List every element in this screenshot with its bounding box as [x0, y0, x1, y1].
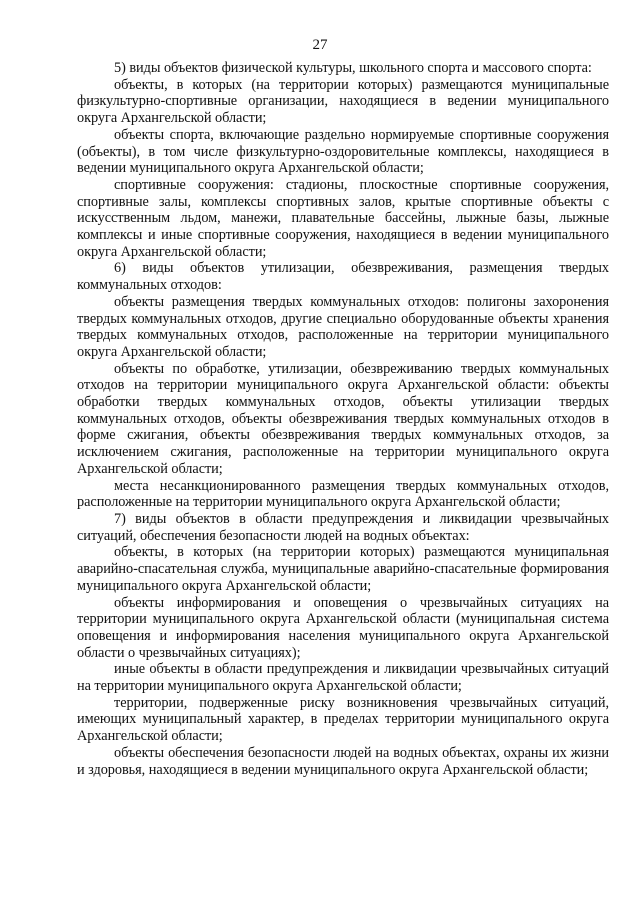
paragraph-sports-objects: объекты спорта, включающие раздельно нормируемые спортивные сооружения (объекты), в том числе физкультурно-оздоровительные комплексы, находящиеся в ведении муниципального округа Архангельской области;: [77, 126, 609, 177]
paragraph-emergency-heading: 7) виды объектов в области предупреждения и ликвидации чрезвычайных ситуаций, обеспечения безопасности людей на водных объектах:: [77, 510, 609, 544]
paragraph-emergency-other: иные объекты в области предупреждения и ликвидации чрезвычайных ситуаций на территории муниципального округа Архангельской области;: [77, 661, 609, 695]
paragraph-water-safety: объекты обеспечения безопасности людей на водных объектах, охраны их жизни и здоровья, находящиеся в ведении муниципального округа Архангельской области;: [77, 744, 609, 778]
document-body: [77, 60, 609, 778]
paragraph-emergency-notification: объекты информирования и оповещения о чрезвычайных ситуациях на территории муниципального округа Архангельской области (муниципальная система оповещения и информирования населения муниципального округа Архангельской области о чрезвычайных ситуациях);: [77, 594, 609, 661]
paragraph-waste-unauthorized: места несанкционированного размещения твердых коммунальных отходов, расположенные на территории муниципального округа Архангельской области;: [77, 477, 609, 511]
paragraph-emergency-rescue: объекты, в которых (на территории которых) размещаются муниципальная аварийно-спасательная служба, муниципальные аварийно-спасательные формирования муниципального округа Архангельской области;: [77, 544, 609, 594]
paragraph-sports-organizations: объекты, в которых (на территории которых) размещаются муниципальные физкультурно-спортивные организации, находящиеся в ведении муниципального округа Архангельской области;: [77, 76, 609, 127]
paragraph-sports-heading: 5) виды объектов физической культуры, школьного спорта и массового спорта:: [114, 60, 592, 76]
page-number: 27: [312, 37, 328, 53]
paragraph-waste-processing: объекты по обработке, утилизации, обезвреживанию твердых коммунальных отходов на территории муниципального округа Архангельской области: объекты обработки твердых коммунальных отходов, объекты утилизации твердых коммунальных отходов, объекты обезвреживания твердых коммунальных отходов в форме сжигания, объекты обезвреживания твердых коммунальных отходов, за исключением сжигания, расположенные на территории муниципального округа Архангельской области;: [77, 360, 609, 477]
paragraph-waste-placement: объекты размещения твердых коммунальных отходов: полигоны захоронения твердых коммунальных отходов, другие специально оборудованные объекты хранения твердых коммунальных отходов, расположенные на территории муниципального округа Архангельской области;: [77, 293, 609, 360]
paragraph-emergency-risk-territories: территории, подверженные риску возникновения чрезвычайных ситуаций, имеющих муниципальный характер, в пределах территории муниципального округа Архангельской области;: [77, 694, 609, 745]
paragraph-sports-facilities: спортивные сооружения: стадионы, плоскостные спортивные сооружения, спортивные залы, комплексы спортивных залов, крытые спортивные объекты с искусственным льдом, манежи, плавательные бассейны, лыжные базы, лыжные комплексы и иные спортивные сооружения, находящиеся в ведении муниципального округа Архангельской области;: [77, 176, 609, 260]
paragraph-waste-heading: 6) виды объектов утилизации, обезвреживания, размещения твердых коммунальных отходов:: [77, 260, 609, 294]
